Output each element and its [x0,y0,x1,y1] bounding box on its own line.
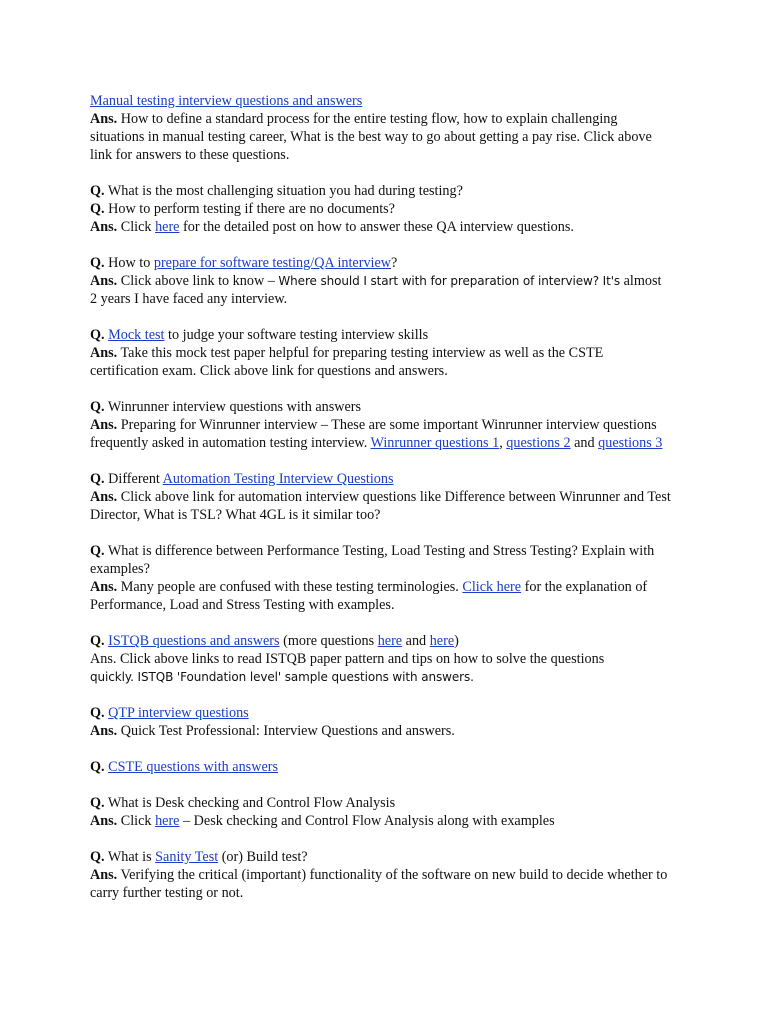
q-label: Q. [90,183,105,199]
here-link[interactable]: here [429,633,455,649]
answer-text: Click [117,813,156,829]
cste-questions-link[interactable]: CSTE questions with answers [108,759,278,775]
ans-label: Ans. [90,867,118,883]
click-here-link[interactable]: Click here [462,579,522,595]
prepare-interview-link[interactable]: prepare for software testing/QA interview [153,255,392,271]
ans-label: Ans. [90,813,118,829]
istqb-questions-link[interactable]: ISTQB questions and answers [108,633,280,649]
question-text: and [402,633,430,649]
question-text: How to perform testing if there are no documents? [104,201,395,217]
sanity-test-link[interactable]: Sanity Test [155,849,219,865]
qa-item-mock-test [90,326,672,380]
q-label: Q. [90,471,105,487]
winrunner-questions-2-link[interactable]: questions 2 [506,435,571,451]
ans-label: Ans. [90,273,118,289]
question-text: ? [391,255,398,271]
q-label: Q. [90,633,105,649]
qa-item-cste [90,758,672,776]
separator-text: , [499,435,507,451]
winrunner-questions-3-link[interactable]: questions 3 [598,435,663,451]
question-text: What is [104,849,156,865]
q-label: Q. [90,705,105,721]
qa-item-istqb [90,632,672,686]
intro-block [90,92,672,164]
answer-text: Click [117,219,156,235]
here-link[interactable]: here [377,633,403,649]
q-label: Q. [90,795,105,811]
ans-label: Ans. [90,723,118,739]
question-text: What is difference between Performance Testing, Load Testing and Stress Testing? Explain with examples? [90,543,655,577]
question-text: (or) Build test? [218,849,308,865]
answer-text: Quick Test Professional: Interview Questions and answers. [117,723,455,739]
winrunner-questions-1-link[interactable]: Winrunner questions 1 [370,435,500,451]
answer-text: Preparing for Winrunner interview – These are some important Winrunner interview questions frequently asked in automation testing interview. [90,417,657,451]
qa-item-automation [90,470,672,524]
question-text: ) [454,633,459,649]
ans-label: Ans. [90,345,118,361]
question-text: to judge your software testing interview skills [164,327,429,343]
ans-label: Ans. [90,417,118,433]
intro-answer-text: How to define a standard process for the entire testing flow, how to explain challenging situations in manual testing career, What is the best way to go about getting a pay rise. Click above link for answers to these questions. [90,111,652,163]
question-text: What is Desk checking and Control Flow Analysis [104,795,396,811]
qa-item-challenging [90,182,672,236]
answer-text: Click above link for automation interview questions like Difference between Winrunner and Test Director, What is TSL? What 4GL is it similar too? [90,489,671,523]
answer-text: Take this mock test paper helpful for preparing testing interview as well as the CSTE certification exam. Click above link for questions and answers. [90,345,604,379]
qa-item-qtp [90,704,672,740]
answer-text: Ans. Click above links to read ISTQB paper pattern and tips on how to solve the questions [90,651,605,667]
q-label: Q. [90,399,105,415]
question-text: What is the most challenging situation you had during testing? [104,183,463,199]
answer-text: Verifying the critical (important) functionality of the software on new build to decide whether to carry further testing or not. [90,867,668,901]
qa-item-winrunner [90,398,672,452]
automation-testing-link[interactable]: Automation Testing Interview Questions [162,471,394,487]
answer-text: for the detailed post on how to answer these QA interview questions. [179,219,574,235]
q-label: Q. [90,543,105,559]
ans-label: Ans. [90,579,118,595]
q-label: Q. [90,849,105,865]
answer-text: – Desk checking and Control Flow Analysis along with examples [179,813,555,829]
answer-text: Click above link to know – [117,273,279,289]
here-link[interactable]: here [155,219,180,235]
question-text: Different [104,471,163,487]
q-label: Q. [90,327,105,343]
qa-item-desk-checking [90,794,672,830]
answer-text: almost 2 years I have faced any interview. [90,273,662,307]
question-text: (more questions [279,633,378,649]
and-text: and [570,435,599,451]
question-text: How to [104,255,154,271]
answer-quote-text: quickly. ISTQB 'Foundation level' sample questions with answers. [90,670,474,684]
question-text: Winrunner interview questions with answers [104,399,362,415]
answer-quote-text: Where should I start with for preparation of interview? It's [278,274,621,288]
q-label: Q. [90,759,105,775]
q-label: Q. [90,201,105,217]
qa-item-performance [90,542,672,614]
here-link[interactable]: here [155,813,180,829]
ans-label: Ans. [90,489,118,505]
ans-label: Ans. [90,111,118,127]
qa-item-sanity [90,848,672,902]
ans-label: Ans. [90,219,118,235]
mock-test-link[interactable]: Mock test [108,327,165,343]
qtp-questions-link[interactable]: QTP interview questions [108,705,249,721]
q-label: Q. [90,255,105,271]
answer-text: for the explanation of Performance, Load and Stress Testing with examples. [90,579,648,613]
answer-text: Many people are confused with these testing terminologies. [117,579,463,595]
qa-item-prepare [90,254,672,308]
intro-title-link[interactable]: Manual testing interview questions and answers [90,93,363,109]
